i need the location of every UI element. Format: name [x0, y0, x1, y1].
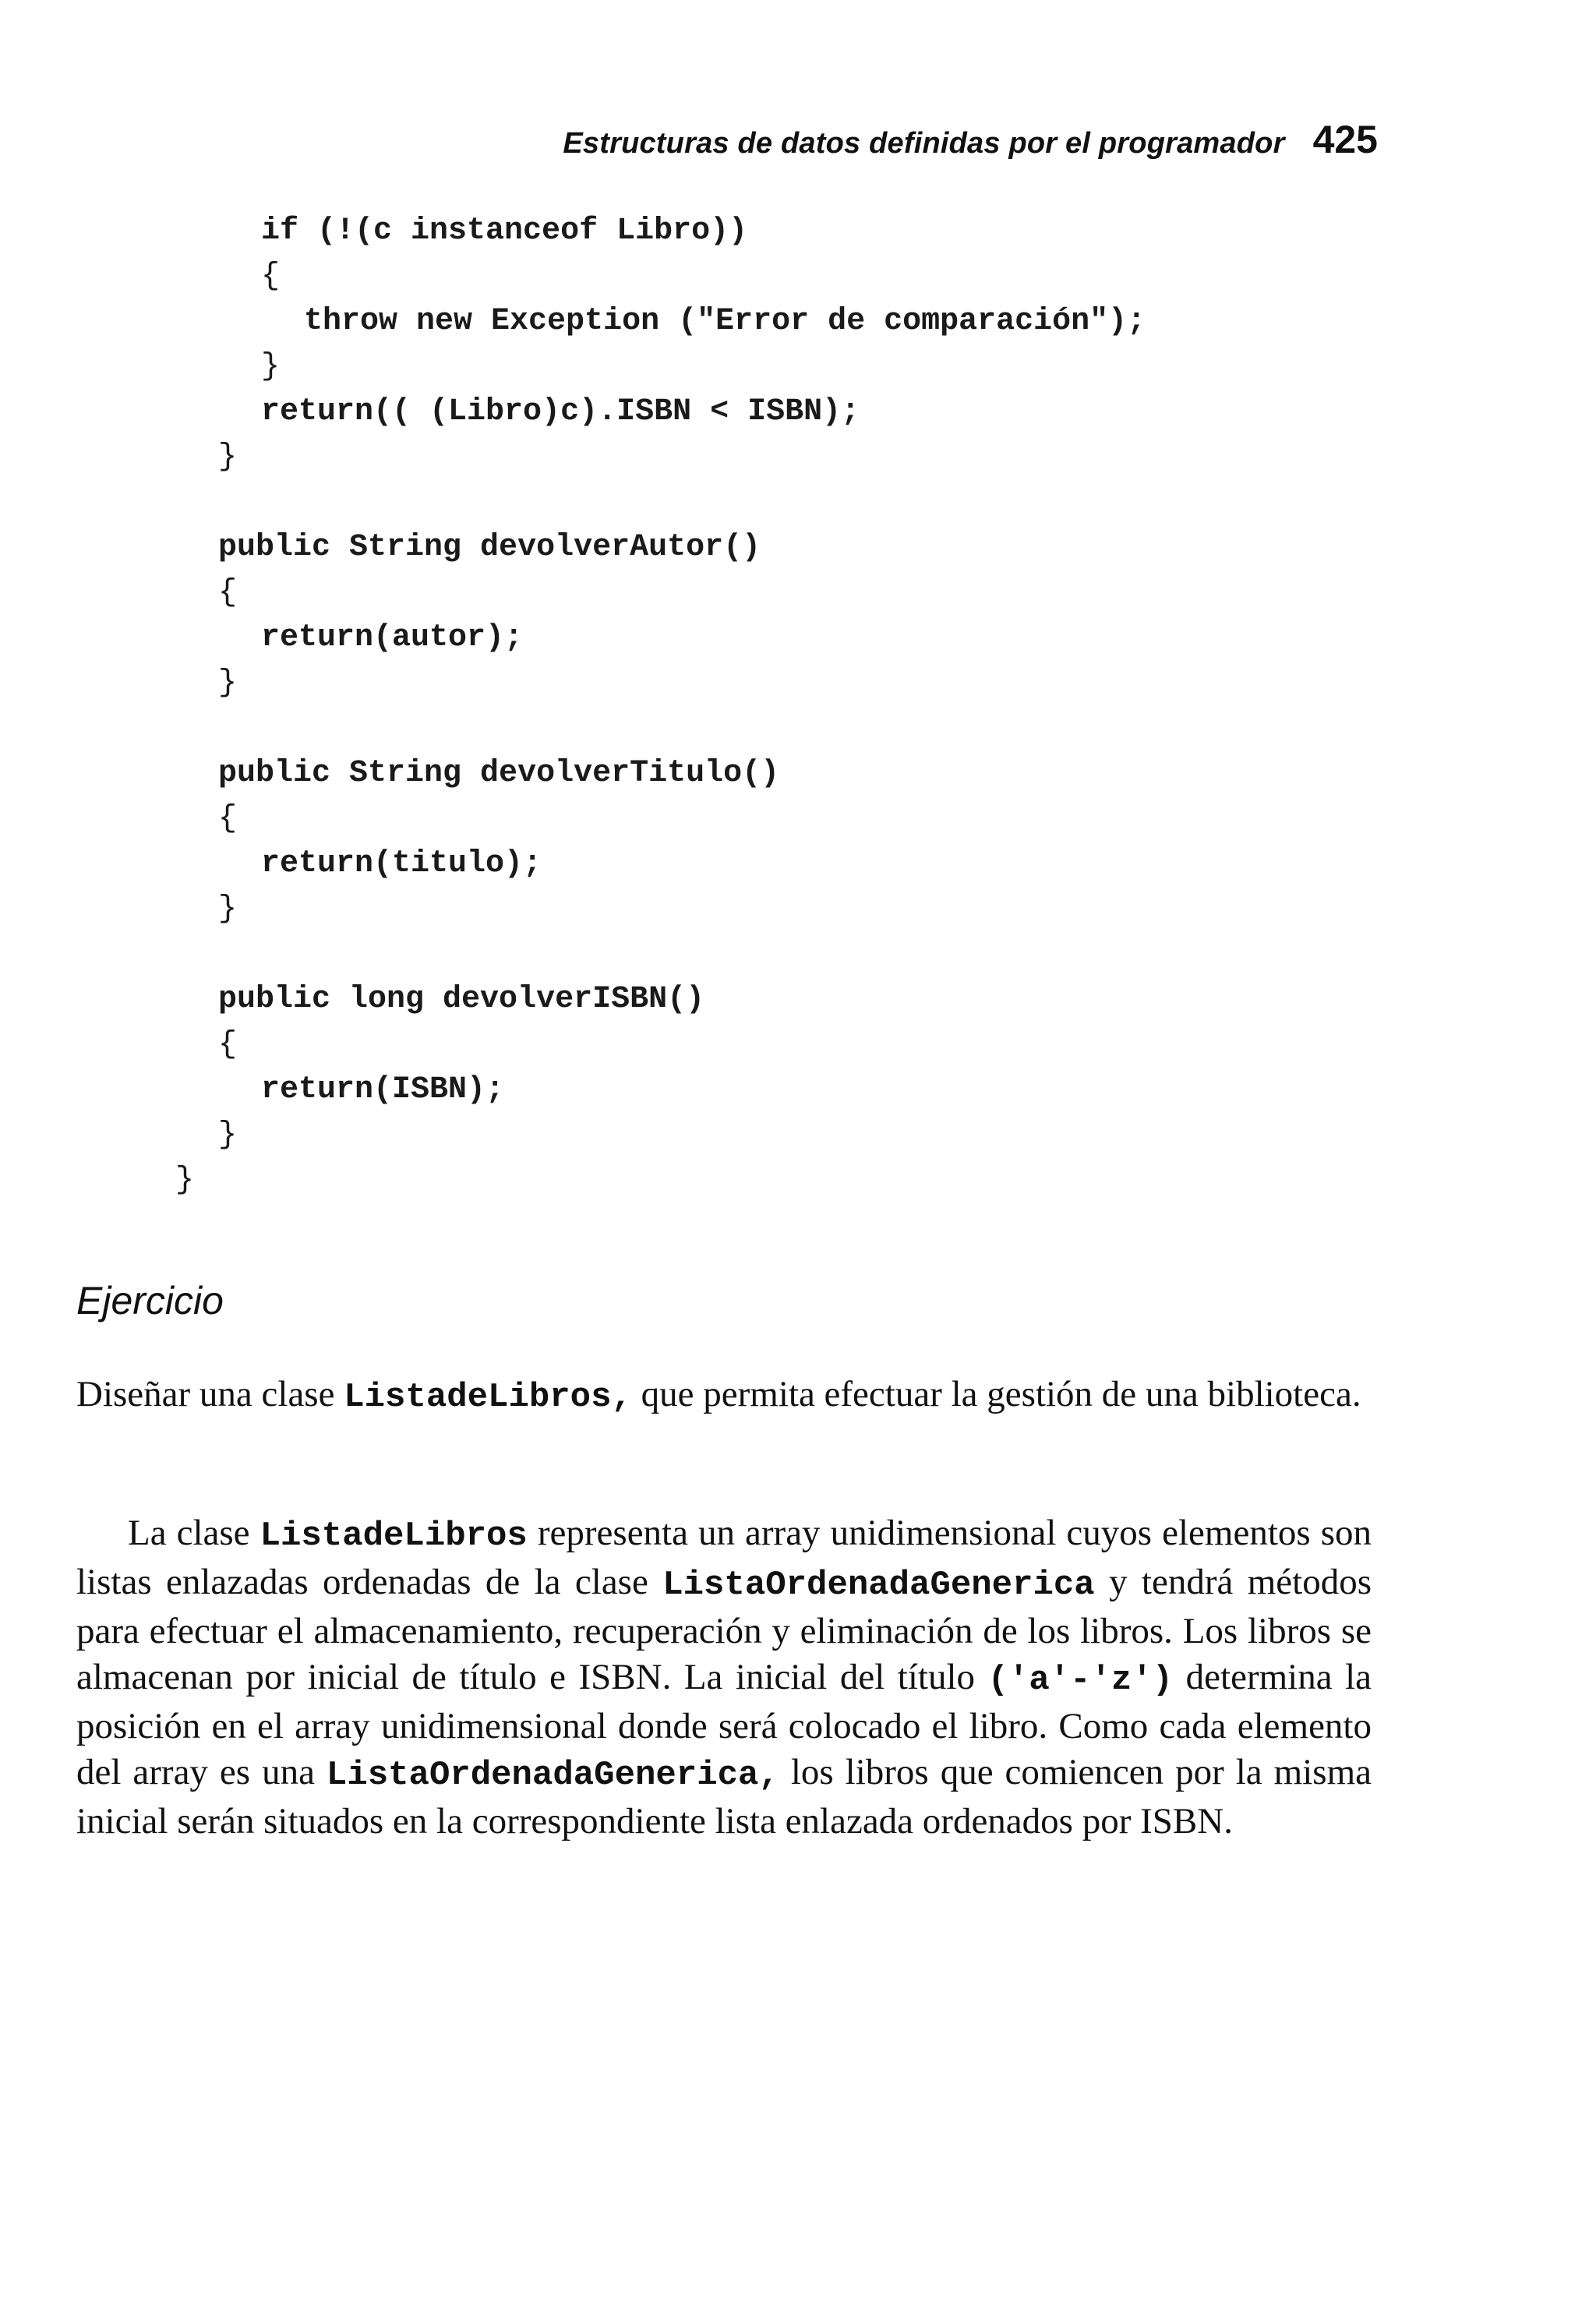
code-line: return(titulo); — [261, 846, 542, 881]
code-line: public String devolverAutor() — [218, 530, 761, 565]
paragraph-text: que permita efectuar la gestión de una biblioteca. — [631, 1374, 1361, 1414]
paragraph — [76, 1510, 1372, 1845]
code-line: return(ISBN); — [261, 1072, 505, 1107]
paragraph-text: Diseñar una clase — [76, 1374, 344, 1414]
paragraph-text: los libros que comiencen por la misma inicial serán situados en la correspondiente lista enlazada ordenados por ISBN. — [76, 1752, 1372, 1842]
paragraph — [76, 1372, 1372, 1421]
code-line: return(autor); — [261, 620, 524, 655]
header-title: Estructuras de datos definidas por el programador — [563, 127, 1285, 160]
code-line: public long devolverISBN() — [218, 982, 705, 1017]
paragraph-text: y tendrá métodos para efectuar el almacenamiento, recuperación y eliminación de los libros. Los libros se almacenan por inicial de título e ISBN. La inicial del título — [76, 1562, 1372, 1697]
code-line: { — [218, 1027, 238, 1062]
code-line: public String devolverTitulo() — [218, 756, 780, 791]
code-line: } — [261, 349, 281, 384]
paragraph-text: determina la posición en el array unidimensional donde será colocado el libro. Como cada elemento del array es una — [76, 1657, 1372, 1792]
code-line: return(( (Libro)c).ISBN < ISBN); — [261, 394, 860, 429]
class-name: ListaOrdenadaGenerica, — [326, 1756, 779, 1795]
code-listing — [0, 209, 1596, 1245]
code-line: } — [218, 440, 238, 475]
code-line: } — [175, 1163, 195, 1198]
code-line: { — [218, 801, 238, 836]
section-heading: Ejercicio — [76, 1279, 224, 1322]
paragraph-text: representa un array unidimensional cuyos elementos son listas enlazadas ordenadas de la clase — [76, 1513, 1372, 1602]
paragraph-text: La clase — [128, 1513, 260, 1553]
running-header — [563, 117, 1378, 162]
class-name: ListadeLibros — [260, 1517, 528, 1555]
class-name: ListadeLibros, — [344, 1378, 632, 1417]
page-number: 425 — [1312, 118, 1378, 161]
class-name: ListaOrdenadaGenerica — [662, 1566, 1095, 1605]
code-line: if (!(c instanceof Libro)) — [261, 214, 748, 249]
code-line: { — [218, 575, 238, 610]
code-line: { — [261, 259, 281, 294]
code-literal: ('a'-'z') — [987, 1661, 1174, 1700]
code-line: } — [218, 666, 238, 701]
code-line: } — [218, 892, 238, 927]
code-line: } — [218, 1118, 238, 1153]
code-line: throw new Exception ("Error de comparación"); — [304, 304, 1146, 339]
